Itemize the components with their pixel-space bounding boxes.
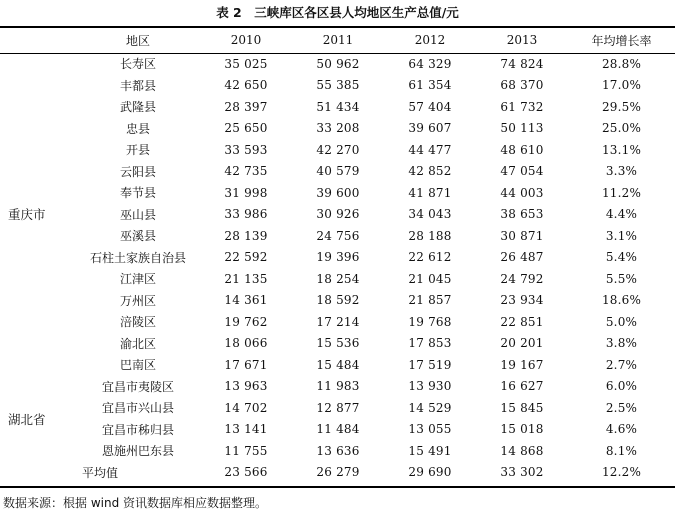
table-row [0,204,675,226]
value-cell-2010: 11 755 [224,443,268,458]
value-cell-2012: 17 519 [408,357,452,372]
value-cell-2010: 21 135 [224,271,268,286]
value-cell-2011: 15 484 [316,357,360,372]
value-cell-2011: 30 926 [316,207,360,222]
region-cell: 宜昌市秭归县 [101,422,174,437]
value-cell-2012: 13 055 [408,422,452,437]
table-caption: 表 2 三峡库区各区县人均地区生产总值/元 [216,5,459,20]
growth-cell: 5.4% [605,250,638,265]
table-row [0,75,675,97]
value-cell-2011: 11 983 [316,379,360,394]
value-cell-2011: 17 214 [316,314,360,329]
value-cell-2011: 18 592 [316,293,360,308]
value-cell-2012: 17 853 [408,336,452,351]
header-2011: 2011 [322,33,354,47]
growth-cell: 2.5% [605,400,638,415]
value-cell-2012: 39 607 [408,121,452,136]
region-cell: 巫山县 [119,207,156,222]
header-row [0,27,675,53]
region-cell: 丰都县 [119,78,156,93]
table-row [0,397,675,419]
value-cell-2010: 17 671 [224,357,268,372]
table-row [0,268,675,290]
growth-cell: 8.1% [605,443,638,458]
value-cell-2013: 23 934 [500,293,544,308]
region-cell: 万州区 [119,293,156,308]
bottom-rule [0,486,675,488]
value-cell-2010: 28 397 [224,99,268,114]
header-2013: 2013 [506,33,538,47]
value-cell-2011: 33 208 [316,121,360,136]
province-cell: 重庆市 [8,207,46,223]
growth-cell: 6.0% [605,379,638,394]
gdp-per-capita-table [0,27,675,483]
region-cell: 云阳县 [119,164,156,179]
value-cell-2013: 48 610 [500,142,544,157]
value-cell-2012: 21 857 [408,293,452,308]
growth-cell: 4.4% [605,207,638,222]
value-cell-2010: 18 066 [224,336,268,351]
value-cell-2011: 51 434 [316,99,360,114]
value-cell-2012: 19 768 [408,314,452,329]
value-cell-2011: 11 484 [316,422,360,437]
growth-cell: 3.1% [605,228,638,243]
value-cell-2013: 19 167 [500,357,544,372]
value-cell-2011: 55 385 [316,78,360,93]
value-cell-2013: 26 487 [500,250,544,265]
growth-cell: 5.5% [605,271,638,286]
value-cell-2013: 20 201 [500,336,544,351]
value-cell-2013: 61 732 [500,99,544,114]
value-cell-2010: 14 702 [224,400,268,415]
value-cell-2010: 33 986 [224,207,268,222]
region-cell: 奉节县 [119,186,156,201]
growth-cell: 5.0% [605,314,638,329]
table-row [0,440,675,462]
value-cell-2013: 68 370 [500,78,544,93]
value-cell-2010: 42 735 [224,164,268,179]
average-label: 平均值 [81,465,118,480]
average-value-cell-2012: 29 690 [408,465,452,480]
value-cell-2013: 47 054 [500,164,544,179]
value-cell-2010: 25 650 [224,121,268,136]
table-row [0,182,675,204]
region-cell: 宜昌市夷陵区 [101,379,174,394]
value-cell-2012: 34 043 [408,207,452,222]
value-cell-2010: 14 361 [224,293,268,308]
region-cell: 巴南区 [119,358,156,373]
province-cell: 湖北省 [8,411,46,427]
value-cell-2013: 38 653 [500,207,544,222]
value-cell-2012: 61 354 [408,78,452,93]
value-cell-2012: 14 529 [408,400,452,415]
table-row [0,354,675,376]
table-row [0,247,675,269]
growth-cell: 2.7% [605,357,638,372]
header-growth: 年均增长率 [591,33,652,48]
value-cell-2010: 22 592 [224,250,268,265]
region-cell: 渝北区 [119,336,156,351]
value-cell-2012: 15 491 [408,443,452,458]
value-cell-2012: 41 871 [408,185,452,200]
value-cell-2013: 24 792 [500,271,544,286]
growth-cell: 28.8% [601,56,642,71]
value-cell-2011: 50 962 [316,56,360,71]
value-cell-2010: 28 139 [224,228,268,243]
value-cell-2012: 13 930 [408,379,452,394]
region-cell: 巫溪县 [119,229,156,244]
value-cell-2010: 13 963 [224,379,268,394]
table-row [0,376,675,398]
region-cell: 石柱土家族自治县 [89,250,186,265]
value-cell-2011: 39 600 [316,185,360,200]
value-cell-2013: 16 627 [500,379,544,394]
value-cell-2012: 44 477 [408,142,452,157]
average-value-cell-2013: 33 302 [500,465,544,480]
value-cell-2010: 13 141 [224,422,268,437]
value-cell-2010: 35 025 [224,56,268,71]
region-cell: 宜昌市兴山县 [101,401,174,416]
table-row [0,311,675,333]
average-row [0,462,675,484]
value-cell-2013: 44 003 [500,185,544,200]
table-row [0,419,675,441]
growth-cell: 25.0% [601,121,642,136]
region-cell: 长寿区 [119,57,156,72]
value-cell-2012: 22 612 [408,250,452,265]
table-row [0,96,675,118]
table-row [0,161,675,183]
header-2012: 2012 [414,33,446,47]
value-cell-2011: 12 877 [316,400,360,415]
header-region: 地区 [125,33,150,48]
value-cell-2011: 19 396 [316,250,360,265]
value-cell-2011: 42 270 [316,142,360,157]
growth-cell: 11.2% [601,185,642,200]
value-cell-2011: 18 254 [316,271,360,286]
value-cell-2010: 31 998 [224,185,268,200]
table-body [0,53,675,483]
average-growth-cell: 12.2% [601,465,642,480]
source-note: 数据来源：根据 wind 资讯数据库相应数据整理。 [3,496,268,510]
value-cell-2012: 28 188 [408,228,452,243]
value-cell-2011: 13 636 [316,443,360,458]
header-2010: 2010 [230,33,262,47]
table-row [0,333,675,355]
value-cell-2010: 33 593 [224,142,268,157]
growth-cell: 3.8% [605,336,638,351]
growth-cell: 13.1% [601,142,642,157]
table-row [0,118,675,140]
value-cell-2012: 21 045 [408,271,452,286]
average-value-cell-2010: 23 566 [224,465,268,480]
region-cell: 恩施州巴东县 [101,444,174,459]
table-row [0,225,675,247]
value-cell-2013: 74 824 [500,56,544,71]
region-cell: 涪陵区 [119,315,156,330]
value-cell-2013: 14 868 [500,443,544,458]
table-row [0,290,675,312]
value-cell-2012: 64 329 [408,56,452,71]
value-cell-2012: 57 404 [408,99,452,114]
value-cell-2013: 15 845 [500,400,544,415]
value-cell-2010: 19 762 [224,314,268,329]
value-cell-2012: 42 852 [408,164,452,179]
region-cell: 忠县 [125,121,150,136]
value-cell-2013: 22 851 [500,314,544,329]
value-cell-2013: 15 018 [500,422,544,437]
growth-cell: 29.5% [601,99,642,114]
value-cell-2010: 42 650 [224,78,268,93]
growth-cell: 3.3% [605,164,638,179]
average-value-cell-2011: 26 279 [316,465,360,480]
region-cell: 江津区 [119,272,156,287]
header-spacer [0,27,76,53]
value-cell-2011: 15 536 [316,336,360,351]
growth-cell: 17.0% [601,78,642,93]
table-row [0,139,675,161]
growth-cell: 18.6% [601,293,642,308]
growth-cell: 4.6% [605,422,638,437]
value-cell-2013: 30 871 [500,228,544,243]
value-cell-2011: 40 579 [316,164,360,179]
value-cell-2011: 24 756 [316,228,360,243]
region-cell: 武隆县 [119,100,156,115]
table-row [0,53,675,75]
region-cell: 开县 [125,143,150,158]
value-cell-2013: 50 113 [500,121,544,136]
